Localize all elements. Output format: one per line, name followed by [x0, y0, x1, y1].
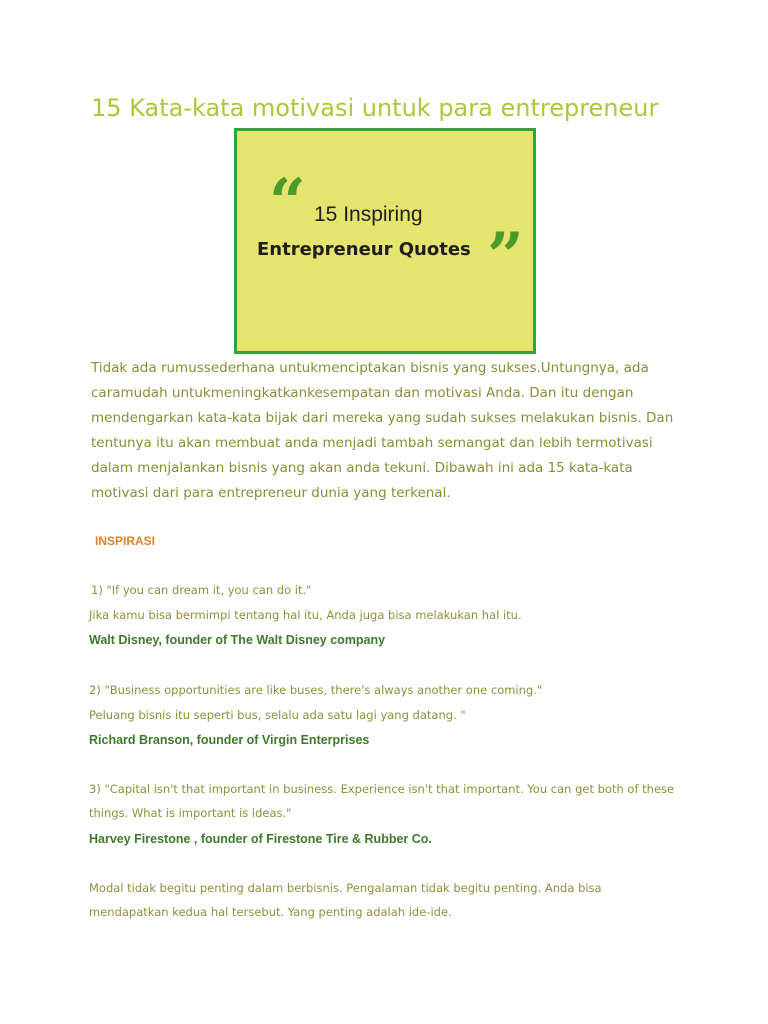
quote-3-text: 3) "Capital isn't that important in business. Experience isn't that important. You can get both of these things. What is important is ideas." [89, 782, 675, 820]
quote-1-translation: Jika kamu bisa bermimpi tentang hal itu, Anda juga bisa melakukan hal itu. [89, 608, 522, 622]
quote-2-translation: Peluang bisnis itu seperti bus, selalu ada satu lagi yang datang. " [89, 708, 466, 722]
banner-line-2: Entrepreneur Quotes [257, 239, 471, 260]
page-title: 15 Kata-kata motivasi untuk para entrepreneur [91, 94, 659, 122]
quote-3-translation: Modal tidak begitu penting dalam berbisnis. Pengalaman tidak begitu penting. Anda bisa mendapatkan kedua hal tersebut. Yang penting adalah ide-ide. [89, 881, 602, 919]
inspiring-quotes-banner [234, 128, 536, 354]
open-quote-icon: “ [269, 165, 306, 240]
quote-2-author: Richard Branson, founder of Virgin Enterprises [89, 733, 370, 747]
quote-1-text: 1) "If you can dream it, you can do it." [91, 583, 312, 597]
quote-2-text: 2) "Business opportunities are like buses, there's always another one coming." [89, 683, 543, 697]
close-quote-icon: ” [487, 219, 524, 294]
quote-1-author: Walt Disney, founder of The Walt Disney company [89, 633, 386, 647]
quote-3-author: Harvey Firestone , founder of Firestone Tire & Rubber Co. [89, 832, 432, 846]
section-label: INSPIRASI [95, 534, 156, 548]
banner-line-1: 15 Inspiring [314, 203, 423, 226]
intro-paragraph: Tidak ada rumussederhana untukmenciptakan bisnis yang sukses.Untungnya, ada caramudah untukmeningkatkankesempatan dan motivasi Anda. Dan itu dengan mendengarkan kata-kata bijak dari mereka yang sudah sukses melakukan bisnis. Dan tentunya itu akan membuat anda menjadi tambah semangat dan lebih termotivasi dalam menjalankan bisnis yang akan anda tekuni. Dibawah ini ada 15 kata-kata motivasi dari para entrepreneur dunia yang terkenal. [91, 360, 674, 501]
